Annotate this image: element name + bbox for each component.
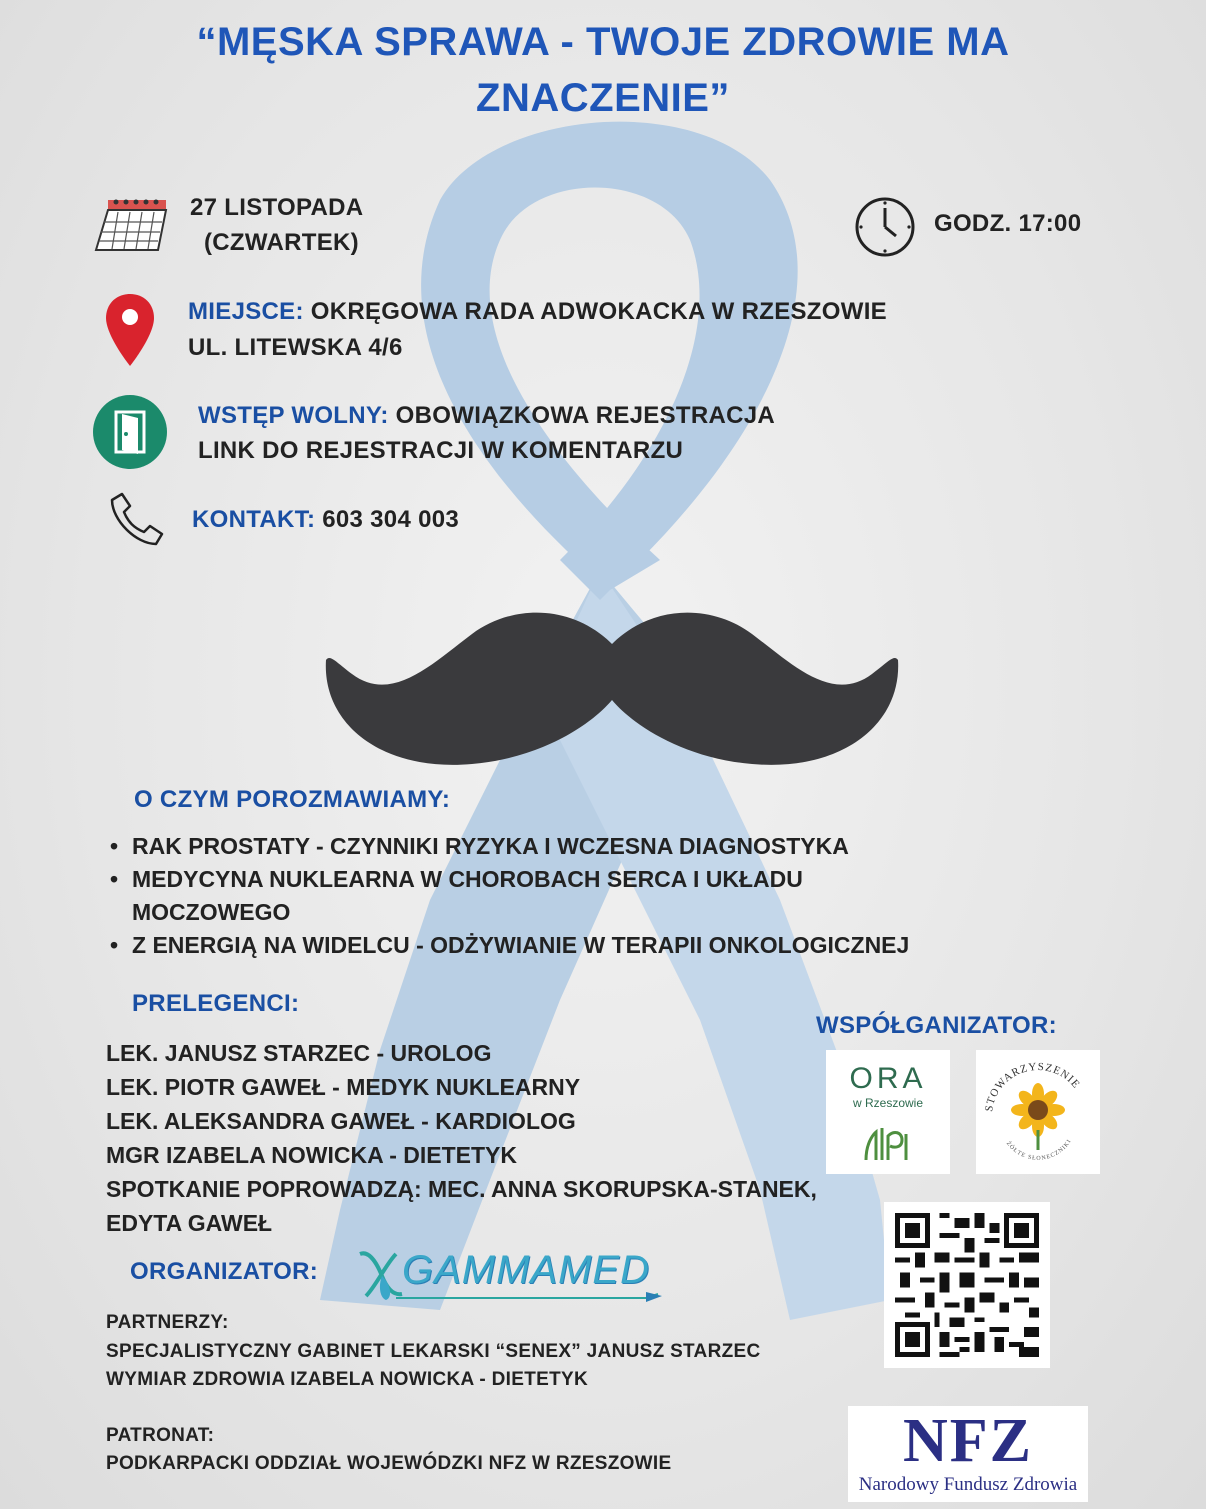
patronage-heading: PATRONAT: — [106, 1425, 215, 1446]
calendar-icon — [92, 194, 174, 258]
mustache-icon — [322, 604, 902, 774]
list-item: • Z ENERGIĄ NA WIDELCU - ODŻYWIANIE W TERAPII ONKOLOGICZNEJ — [108, 929, 1068, 962]
door-icon — [92, 394, 168, 470]
list-item: EDYTA GAWEŁ — [106, 1210, 273, 1236]
organizer-label: ORGANIZATOR: — [130, 1258, 319, 1285]
speakers-heading: PRELEGENCI: — [132, 990, 300, 1017]
ora-logo — [826, 1050, 950, 1174]
date-line-2: (CZWARTEK) — [204, 229, 359, 256]
nfz-logo-name: Narodowy Fundusz Zdrowia — [858, 1474, 1078, 1495]
list-item: MGR IZABELA NOWICKA - DIETETYK — [106, 1142, 517, 1168]
entry-line-1 — [198, 402, 775, 430]
arrow-icon — [396, 1288, 666, 1304]
page-title — [0, 14, 1206, 126]
nfz-logo — [848, 1406, 1088, 1502]
partner-item: SPECJALISTYCZNY GABINET LEKARSKI “SENEX” JANUSZ STARZEC — [106, 1341, 761, 1362]
list-item: • RAK PROSTATY - CZYNNIKI RYZYKA I WCZESNA DIAGNOSTYKA — [108, 830, 1068, 863]
qr-code-icon — [895, 1213, 1039, 1357]
contact-label: KONTAKT: — [192, 506, 316, 533]
stow-arc-text-2: ŻÓŁTE SŁONECZNIKI — [1004, 1138, 1073, 1162]
title-line-1: “MĘSKA SPRAWA - TWOJE ZDROWIE MA — [196, 20, 1010, 64]
sunflower-icon — [976, 1050, 1100, 1174]
gammamed-text: GAMMAMED — [402, 1248, 650, 1292]
ora-logo-title: ORA — [849, 1062, 927, 1095]
list-item: • MEDYCYNA NUKLEARNA W CHOROBACH SERCA I UKŁADU MOCZOWEGO — [108, 863, 908, 929]
place-label: MIEJSCE: — [188, 298, 304, 325]
time-text: GODZ. 17:00 — [934, 210, 1082, 237]
partners-heading: PARTNERZY: — [106, 1312, 229, 1333]
stowarzyszenie-logo — [976, 1050, 1100, 1174]
date-line-1: 27 LISTOPADA — [190, 194, 364, 221]
phone-icon — [108, 490, 166, 548]
topics-list — [108, 830, 1068, 962]
qr-code-box[interactable] — [884, 1202, 1050, 1368]
partner-item: WYMIAR ZDROWIA IZABELA NOWICKA - DIETETYK — [106, 1369, 588, 1390]
entry-value: OBOWIĄZKOWA REJESTRACJA — [395, 402, 776, 429]
list-item: SPOTKANIE POPROWADZĄ: MEC. ANNA SKORUPSKA-STANEK, — [106, 1176, 817, 1202]
coorganizer-heading: WSPÓŁGANIZATOR: — [816, 1012, 1057, 1039]
map-pin-icon — [104, 292, 156, 368]
contact-value: 603 304 003 — [322, 506, 460, 533]
stow-arc-text: STOWARZYSZENIE — [983, 1060, 1083, 1113]
title-line-2: ZNACZENIE” — [476, 76, 730, 120]
topics-heading: O CZYM POROZMAWIAMY: — [134, 786, 451, 813]
clock-icon — [854, 196, 916, 258]
gammamed-logo — [356, 1244, 666, 1310]
place-line-2: UL. LITEWSKA 4/6 — [188, 334, 403, 361]
list-item: LEK. ALEKSANDRA GAWEŁ - KARDIOLOG — [106, 1108, 576, 1134]
place-value: OKRĘGOWA RADA ADWOKACKA W RZESZOWIE — [310, 298, 887, 325]
contact-line — [192, 506, 459, 534]
ora-logo-subtitle: w Rzeszowie — [852, 1096, 924, 1110]
place-line-1 — [188, 298, 887, 326]
entry-line-2: LINK DO REJESTRACJI W KOMENTARZU — [198, 437, 684, 464]
ora-emblem-icon — [860, 1120, 916, 1166]
list-item: LEK. PIOTR GAWEŁ - MEDYK NUKLEARNY — [106, 1074, 581, 1100]
list-item: LEK. JANUSZ STARZEC - UROLOG — [106, 1040, 492, 1066]
patronage-value: PODKARPACKI ODDZIAŁ WOJEWÓDZKI NFZ W RZESZOWIE — [106, 1453, 672, 1474]
speakers-list — [106, 1036, 926, 1240]
entry-label: WSTĘP WOLNY: — [198, 402, 389, 429]
nfz-logo-text: NFZ — [903, 1407, 1033, 1475]
